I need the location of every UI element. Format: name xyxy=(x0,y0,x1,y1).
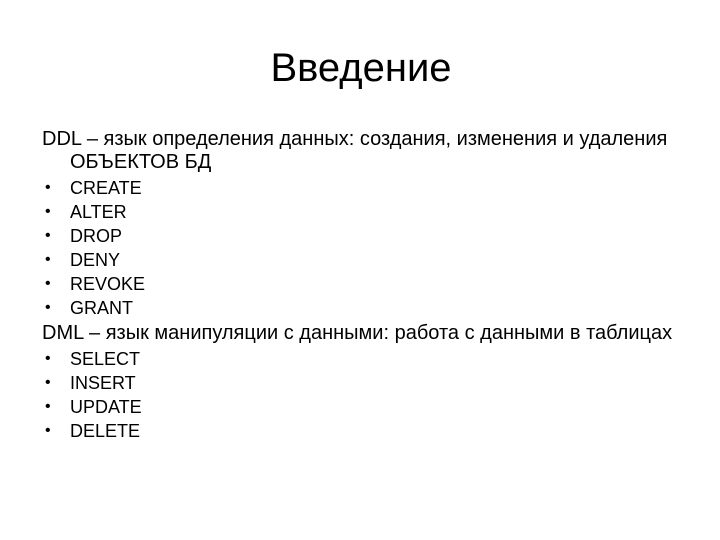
bullet-icon: • xyxy=(45,275,51,292)
dml-description: – язык манипуляции с данными: работа с данными в таблицах xyxy=(83,322,673,344)
bullet-icon: • xyxy=(45,299,51,316)
bullet-icon: • xyxy=(45,251,51,268)
ddl-command-revoke: REVOKE xyxy=(70,274,146,294)
ddl-command-grant: GRANT xyxy=(70,298,133,318)
list-item xyxy=(42,371,682,395)
slide-title: Введение xyxy=(270,46,452,90)
ddl-command-create: CREATE xyxy=(70,178,142,198)
dml-term: DML xyxy=(42,322,84,344)
bullet-icon: • xyxy=(45,374,51,391)
bullet-icon: • xyxy=(45,203,51,220)
bullet-icon: • xyxy=(45,350,51,367)
bullet-icon: • xyxy=(45,398,51,415)
list-item xyxy=(42,419,682,443)
list-item xyxy=(42,272,682,296)
ddl-term: DDL xyxy=(42,128,82,150)
bullet-icon: • xyxy=(45,227,51,244)
dml-definition xyxy=(42,322,682,345)
list-item xyxy=(42,347,682,371)
bullet-icon: • xyxy=(45,179,51,196)
ddl-command-list xyxy=(42,176,682,320)
bullet-icon: • xyxy=(45,422,51,439)
list-item xyxy=(42,248,682,272)
list-item xyxy=(42,176,682,200)
list-item xyxy=(42,395,682,419)
dml-command-delete: DELETE xyxy=(70,421,141,441)
dml-command-update: UPDATE xyxy=(70,397,142,417)
dml-command-insert: INSERT xyxy=(70,373,136,393)
ddl-definition xyxy=(42,128,682,174)
dml-command-list xyxy=(42,347,682,443)
list-item xyxy=(42,224,682,248)
ddl-command-deny: DENY xyxy=(70,250,121,270)
slide-content xyxy=(42,128,682,443)
ddl-command-alter: ALTER xyxy=(70,202,127,222)
ddl-description: – язык определения данных: создания, изменения и удаления ОБЪЕКТОВ БД xyxy=(70,128,668,173)
list-item xyxy=(42,296,682,320)
list-item xyxy=(42,200,682,224)
dml-command-select: SELECT xyxy=(70,349,141,369)
ddl-command-drop: DROP xyxy=(70,226,123,246)
